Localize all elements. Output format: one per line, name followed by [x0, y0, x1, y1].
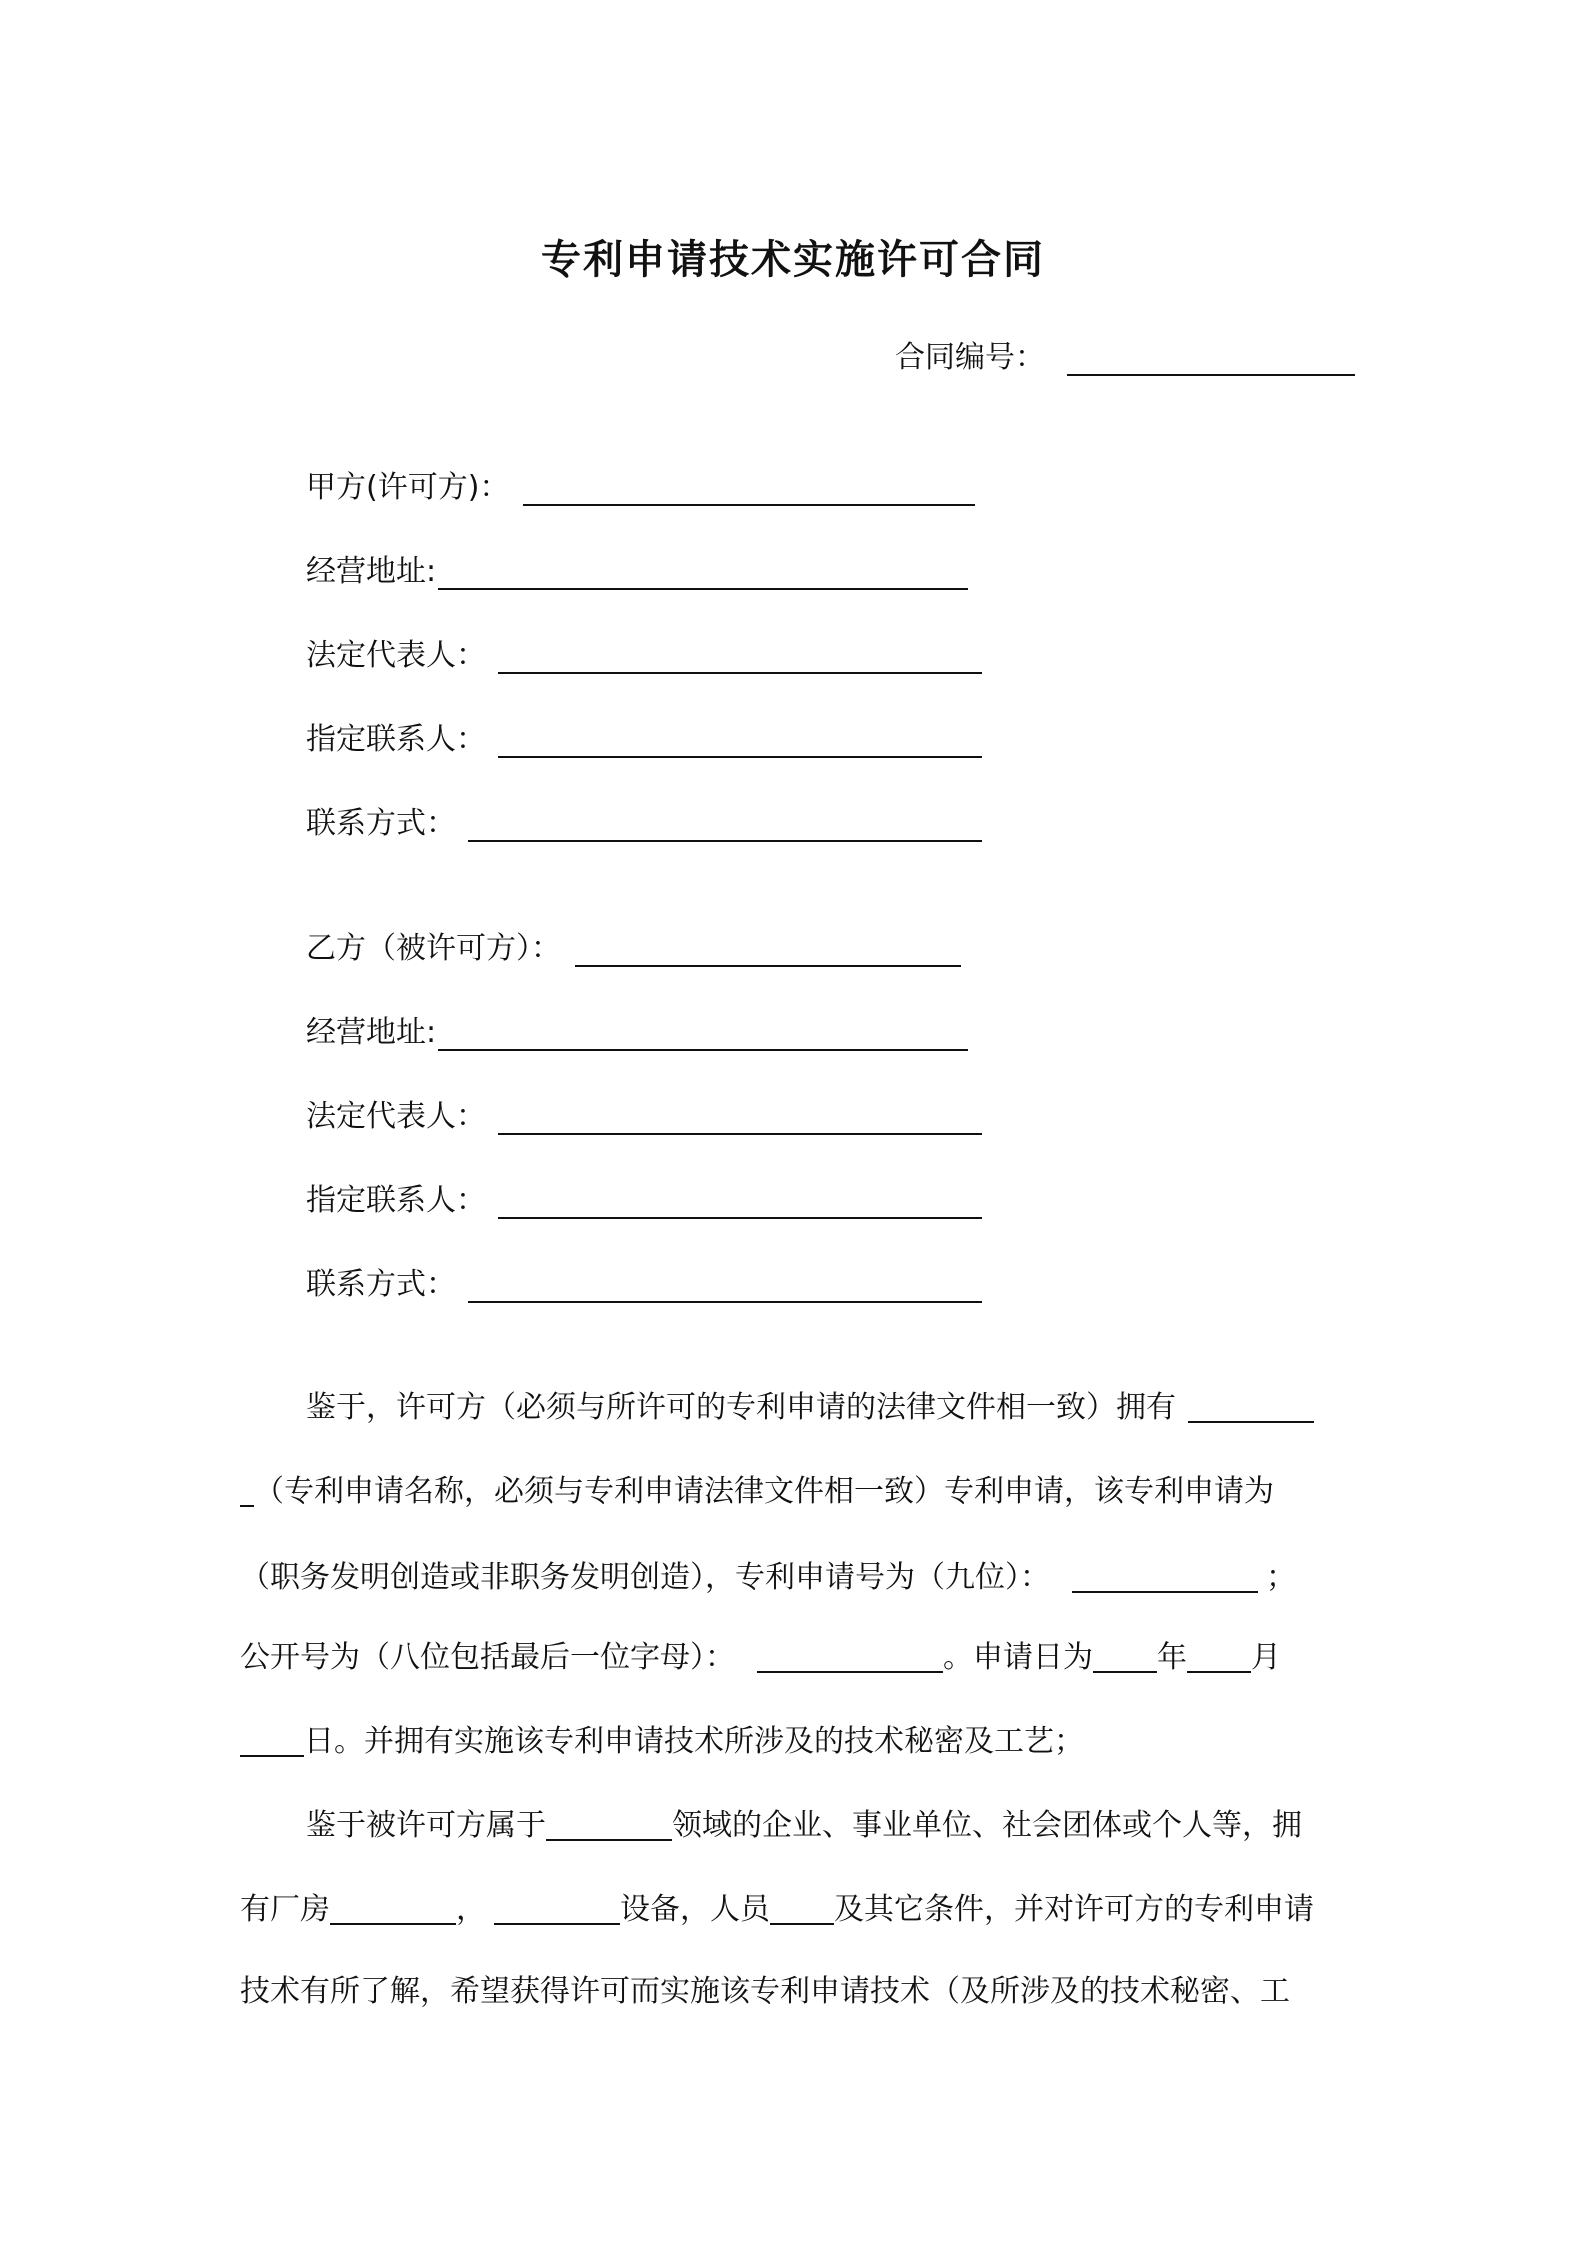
equipment-blank[interactable] — [494, 1893, 620, 1925]
body-text: 领域的企业、事业单位、社会团体或个人等，拥 — [672, 1808, 1302, 1843]
party-a-contact-person-row — [306, 714, 982, 758]
party-a-heading: 甲方(许可方)： — [306, 470, 510, 505]
party-a-contact-person-label: 指定联系人： — [306, 722, 486, 757]
party-b-legal-rep-row — [306, 1091, 982, 1135]
party-a-contact-info-row — [306, 798, 982, 842]
body-text: 月 — [1251, 1640, 1281, 1675]
application-number-blank[interactable] — [1072, 1561, 1258, 1593]
factory-blank[interactable] — [330, 1893, 456, 1925]
body-line — [240, 1466, 1360, 1510]
party-b-contact-info-label: 联系方式： — [306, 1267, 456, 1302]
body-line — [240, 1632, 1360, 1676]
body-text: 设备，人员 — [620, 1892, 770, 1927]
party-a-name-field[interactable] — [523, 470, 975, 506]
body-text: 年 — [1157, 1640, 1187, 1675]
party-b-contact-person-label: 指定联系人： — [306, 1183, 486, 1218]
party-a-legal-rep-label: 法定代表人： — [306, 638, 486, 673]
party-b-contact-info-row — [306, 1259, 982, 1303]
party-b-name-field[interactable] — [575, 931, 961, 967]
body-line — [306, 1382, 1426, 1426]
contract-number-field[interactable] — [1067, 340, 1355, 376]
party-b-row — [306, 923, 961, 967]
party-a-address-field[interactable] — [438, 554, 968, 590]
party-b-address-row — [306, 1007, 968, 1051]
party-b-address-field[interactable] — [438, 1015, 968, 1051]
party-a-row — [306, 462, 975, 506]
application-day-blank[interactable] — [240, 1725, 304, 1757]
party-b-contact-info-field[interactable] — [468, 1267, 982, 1303]
body-text: ； — [1266, 1560, 1296, 1595]
body-text: 及其它条件，并对许可方的专利申请 — [834, 1892, 1314, 1927]
body-text: （职务发明创造或非职务发明创造），专利申请号为（九位）： — [240, 1560, 1050, 1595]
party-a-address-label: 经营地址: — [306, 554, 437, 589]
party-a-contact-info-label: 联系方式： — [306, 806, 456, 841]
body-text: ， — [456, 1892, 486, 1927]
party-a-address-row — [306, 546, 968, 590]
body-line — [306, 1800, 1426, 1844]
party-b-heading: 乙方（被许可方）： — [306, 931, 561, 966]
personnel-blank[interactable] — [770, 1893, 834, 1925]
party-a-contact-info-field[interactable] — [468, 806, 982, 842]
party-a-legal-rep-field[interactable] — [498, 638, 982, 674]
party-b-address-label: 经营地址: — [306, 1015, 437, 1050]
contract-number — [895, 332, 1355, 376]
body-text: 日。并拥有实施该专利申请技术所涉及的技术秘密及工艺； — [304, 1724, 1084, 1759]
body-line — [240, 1966, 1360, 2010]
body-text: 有厂房 — [240, 1892, 330, 1927]
party-b-legal-rep-field[interactable] — [498, 1099, 982, 1135]
party-b-legal-rep-label: 法定代表人： — [306, 1099, 486, 1134]
licensee-field-blank[interactable] — [546, 1809, 672, 1841]
patent-name-blank[interactable] — [240, 1475, 254, 1507]
body-text: 公开号为（八位包括最后一位字母）： — [240, 1640, 735, 1675]
patent-owner-blank[interactable] — [1188, 1391, 1314, 1423]
body-text: 鉴于被许可方属于 — [306, 1808, 546, 1843]
body-text: （专利申请名称，必须与专利申请法律文件相一致）专利申请，该专利申请为 — [254, 1474, 1274, 1509]
publication-number-blank[interactable] — [757, 1641, 943, 1673]
body-text: 鉴于，许可方（必须与所许可的专利申请的法律文件相一致）拥有 — [306, 1390, 1176, 1425]
document-title: 专利申请技术实施许可合同 — [541, 237, 1045, 283]
party-a-legal-rep-row — [306, 630, 982, 674]
body-text: 技术有所了解，希望获得许可而实施该专利申请技术（及所涉及的技术秘密、工 — [240, 1974, 1290, 2009]
contract-number-label: 合同编号： — [895, 340, 1045, 375]
party-b-contact-person-row — [306, 1175, 982, 1219]
body-line — [240, 1716, 1360, 1760]
application-month-blank[interactable] — [1187, 1641, 1251, 1673]
body-line — [240, 1884, 1360, 1928]
body-line — [240, 1552, 1360, 1596]
body-text: 。申请日为 — [943, 1640, 1093, 1675]
party-a-contact-person-field[interactable] — [498, 722, 982, 758]
application-year-blank[interactable] — [1093, 1641, 1157, 1673]
party-b-contact-person-field[interactable] — [498, 1183, 982, 1219]
